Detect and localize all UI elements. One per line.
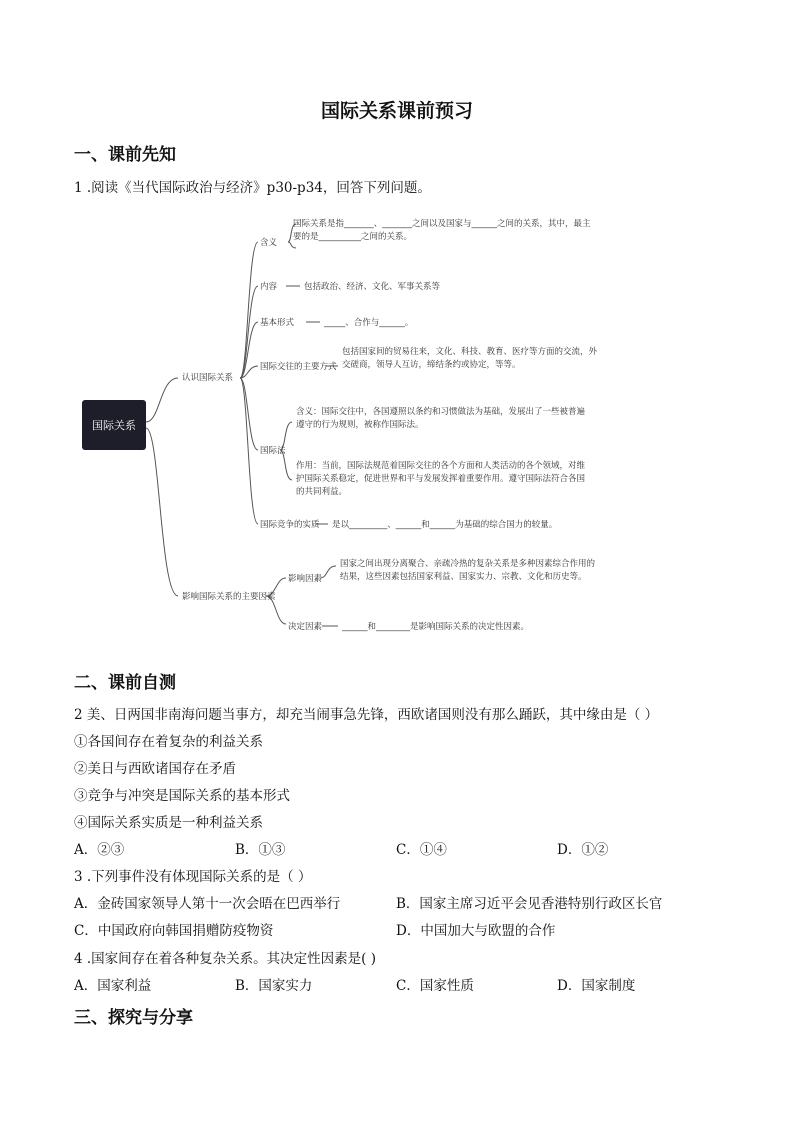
question-3-option-d: D．中国加大与欧盟的合作 — [396, 923, 556, 939]
branch-factors: 影响国际关系的主要因素 — [182, 592, 276, 602]
connector-hanyi — [240, 242, 258, 378]
section-heading-3: 三、探究与分享 — [74, 1008, 193, 1028]
question-4-option-a: A．国家利益 — [74, 978, 152, 994]
question-2-option-b: B．①③ — [235, 842, 286, 858]
question-2-option-c: C．①④ — [396, 842, 447, 858]
node-content: 内容 — [260, 282, 278, 292]
text-content: 包括政治、经济、文化、军事关系等 — [304, 282, 441, 292]
question-3-option-a: A．金砖国家领导人第十一次会晤在巴西举行 — [74, 896, 341, 912]
question-3-stem: 3 .下列事件没有体现国际关系的是（ ） — [74, 869, 312, 885]
connector-jingzheng — [240, 378, 258, 524]
question-2-option-a: A．②③ — [74, 842, 125, 858]
text-competition: 是以_________、______和______为基础的综合国力的较量。 — [332, 520, 558, 530]
node-decisive: 决定因素 — [288, 622, 323, 632]
text-exchange: 包括国家间的贸易往来，文化、科技、教育、医疗等方面的交流，外交磋商，领导人互访，缔结条约或协定，等等。 — [342, 347, 598, 370]
question-2-item: ①各国间存在着复杂的利益关系 — [74, 734, 263, 750]
text-intl-law-meaning: 含义：国际交往中，各国遵照以条约和习惯做法为基础，发展出了一些被普遍遵守的行为规则，被称作国际法。 — [296, 407, 586, 430]
node-intl-law: 国际法 — [260, 446, 286, 456]
text-influence: 国家之间出现分离聚合、亲疏冷热的复杂关系是多种因素综合作用的结果，这些因素包括国家利益、国家实力、宗教、文化和历史等。 — [340, 559, 596, 582]
node-meaning: 含义 — [260, 238, 278, 248]
question-2-item: ④国际关系实质是一种利益关系 — [74, 815, 263, 831]
text-decisive: ______和________是影响国际关系的决定性因素。 — [342, 622, 530, 632]
connector-root-b2 — [146, 428, 178, 596]
mind-map — [80, 210, 600, 640]
page-title: 国际关系课前预习 — [320, 100, 473, 122]
node-influence: 影响因素 — [288, 574, 323, 584]
question-2-item: ②美日与西欧诸国存在矛盾 — [74, 761, 236, 777]
question-4-option-b: B．国家实力 — [235, 978, 313, 994]
node-basic-form: 基本形式 — [260, 318, 295, 328]
text-intl-law-role: 作用：当前，国际法规范着国际交往的各个方面和人类活动的各个领域，对维护国际关系稳定，促进世界和平与发展发挥着重要作用。遵守国际法符合各国的共同利益。 — [296, 461, 586, 497]
connector-root-b1 — [146, 378, 178, 422]
question-3-option-c: C．中国政府向韩国捐赠防疫物资 — [74, 923, 274, 939]
question-2-item: ③竞争与冲突是国际关系的基本形式 — [74, 788, 290, 804]
question-3-option-b: B．国家主席习近平会见香港特别行政区长官 — [396, 896, 663, 912]
question-2-stem: 2 美、日两国非南海问题当事方，却充当闹事急先锋，西欧诸国则没有那么踊跃，其中缘由是（ ） — [74, 707, 659, 723]
branch-recognize: 认识国际关系 — [182, 373, 234, 383]
question-4-option-c: C．国家性质 — [396, 978, 474, 994]
text-basic-form: _____、合作与______。 — [324, 318, 414, 328]
question-4-option-d: D．国家制度 — [557, 978, 636, 994]
node-exchange: 国际交往的主要方式 — [260, 362, 337, 372]
node-competition: 国际竞争的实质 — [260, 520, 320, 530]
bracket-yingxiang — [320, 566, 336, 578]
section-heading-1: 一、课前先知 — [74, 145, 176, 165]
question-1: 1 .阅读《当代国际政治与经济》p30-p34，回答下列问题。 — [74, 180, 431, 196]
question-4-stem: 4 .国家间存在着各种复杂关系。其决定性因素是( ) — [74, 951, 376, 967]
section-heading-2: 二、课前自测 — [74, 673, 176, 693]
text-meaning: 国际关系是指_______、_______之间以及国家与______之间的关系，其中，最主要的是__________之间的关系。 — [293, 219, 591, 242]
mind-map-root: 国际关系 — [82, 400, 146, 450]
connector-guojifa — [240, 378, 258, 450]
question-2-option-d: D．①② — [557, 842, 609, 858]
